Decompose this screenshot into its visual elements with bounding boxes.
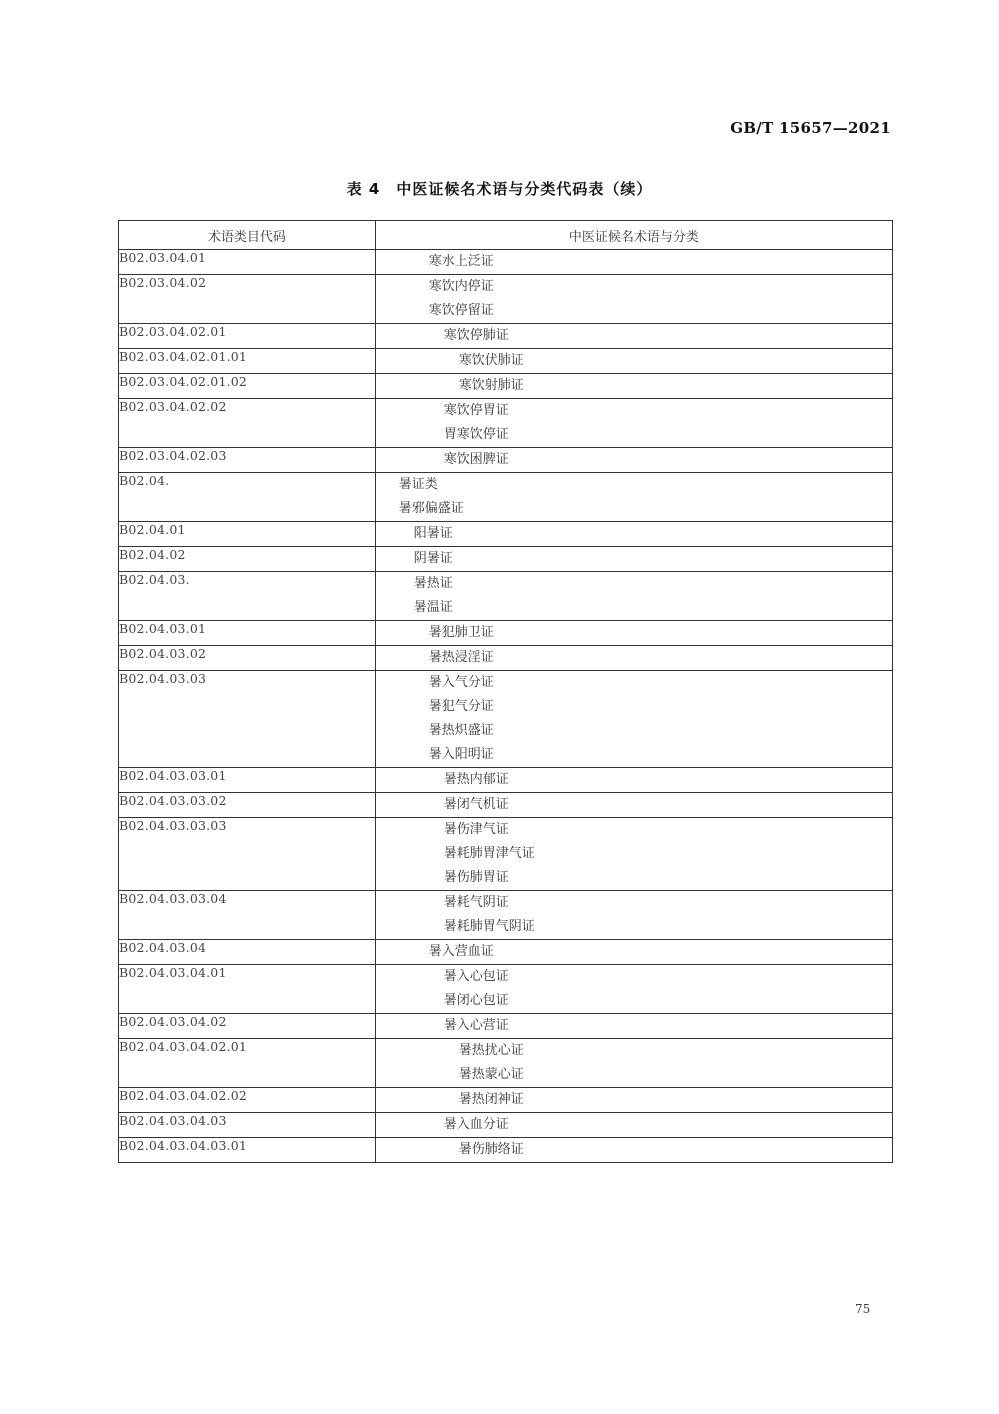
syndrome-terms-cell xyxy=(375,547,892,572)
table-row xyxy=(119,818,893,891)
syndrome-terms-cell xyxy=(375,965,892,1014)
syndrome-term: 暑热证 xyxy=(413,576,453,591)
term-category-code: B02.04.03.03.04 xyxy=(119,891,376,940)
syndrome-terms-cell xyxy=(375,1039,892,1088)
term-category-code: B02.04.03.02 xyxy=(119,646,376,671)
syndrome-terms-cell xyxy=(375,1088,892,1113)
term-category-code: B02.03.04.02.03 xyxy=(119,448,376,473)
table-row xyxy=(119,349,893,374)
syndrome-term: 阴暑证 xyxy=(413,551,453,566)
term-category-code: B02.04.03.04.03.01 xyxy=(119,1138,376,1163)
syndrome-terms-cell xyxy=(375,1113,892,1138)
term-category-code: B02.04.03.03.01 xyxy=(119,768,376,793)
syndrome-term: 暑伤肺络证 xyxy=(458,1142,524,1157)
syndrome-term: 暑热内郁证 xyxy=(443,772,509,787)
syndrome-term: 暑热蒙心证 xyxy=(458,1067,524,1082)
table-row xyxy=(119,1014,893,1039)
syndrome-term: 暑入气分证 xyxy=(428,675,494,690)
table-row xyxy=(119,374,893,399)
term-category-code: B02.04.01 xyxy=(119,522,376,547)
syndrome-terms-cell xyxy=(375,473,892,522)
term-category-code: B02.04. xyxy=(119,473,376,522)
syndrome-term: 寒饮困脾证 xyxy=(443,452,509,467)
syndrome-term: 暑热浸淫证 xyxy=(428,650,494,665)
table-row xyxy=(119,547,893,572)
table-row xyxy=(119,621,893,646)
syndrome-terms-cell xyxy=(375,818,892,891)
table-row xyxy=(119,965,893,1014)
syndrome-term: 暑证类 xyxy=(398,477,438,492)
syndrome-terms-cell xyxy=(375,275,892,324)
syndrome-terms-cell xyxy=(375,646,892,671)
terminology-table xyxy=(118,220,893,1163)
syndrome-term: 暑犯肺卫证 xyxy=(428,625,494,640)
table-row xyxy=(119,275,893,324)
term-category-code: B02.03.04.02 xyxy=(119,275,376,324)
term-category-code: B02.03.04.02.01.01 xyxy=(119,349,376,374)
syndrome-terms-cell xyxy=(375,349,892,374)
term-category-code: B02.04.03.03 xyxy=(119,671,376,768)
syndrome-term: 寒饮伏肺证 xyxy=(458,353,524,368)
syndrome-term: 暑入心营证 xyxy=(443,1018,509,1033)
syndrome-terms-cell xyxy=(375,572,892,621)
term-category-code: B02.04.03.04.02 xyxy=(119,1014,376,1039)
syndrome-term: 寒饮射肺证 xyxy=(458,378,524,393)
syndrome-terms-cell xyxy=(375,1014,892,1039)
table-row xyxy=(119,572,893,621)
table-row xyxy=(119,250,893,275)
table-row xyxy=(119,768,893,793)
syndrome-terms-cell xyxy=(375,891,892,940)
term-category-code: B02.03.04.02.02 xyxy=(119,399,376,448)
term-category-code: B02.04.03. xyxy=(119,572,376,621)
table-row xyxy=(119,399,893,448)
syndrome-term: 暑入营血证 xyxy=(428,944,494,959)
table-body xyxy=(119,250,893,1163)
syndrome-term: 寒饮停胃证 xyxy=(443,403,509,418)
syndrome-term: 寒水上泛证 xyxy=(428,254,494,269)
syndrome-term: 暑闭气机证 xyxy=(443,797,509,812)
syndrome-term: 暑伤肺胃证 xyxy=(443,870,509,885)
table-caption: 表 4 中医证候名术语与分类代码表（续） xyxy=(346,180,653,198)
syndrome-term: 暑入心包证 xyxy=(443,969,509,984)
term-category-code: B02.04.03.04.02.01 xyxy=(119,1039,376,1088)
table-row xyxy=(119,473,893,522)
syndrome-term: 暑热闭神证 xyxy=(458,1092,524,1107)
table-row xyxy=(119,448,893,473)
syndrome-terms-cell xyxy=(375,671,892,768)
table-header-row xyxy=(119,221,893,250)
page-number: 75 xyxy=(855,1302,871,1316)
syndrome-term: 暑闭心包证 xyxy=(443,993,509,1008)
table-row xyxy=(119,671,893,768)
column-header-code: 术语类目代码 xyxy=(119,221,376,250)
term-category-code: B02.04.03.03.02 xyxy=(119,793,376,818)
term-category-code: B02.03.04.02.01 xyxy=(119,324,376,349)
syndrome-term: 暑犯气分证 xyxy=(428,699,494,714)
syndrome-term: 暑邪偏盛证 xyxy=(398,501,464,516)
syndrome-terms-cell xyxy=(375,324,892,349)
column-header-terms: 中医证候名术语与分类 xyxy=(375,221,892,250)
table-row xyxy=(119,522,893,547)
table-row xyxy=(119,324,893,349)
syndrome-terms-cell xyxy=(375,250,892,275)
syndrome-terms-cell xyxy=(375,522,892,547)
term-category-code: B02.03.04.02.01.02 xyxy=(119,374,376,399)
syndrome-term: 寒饮停留证 xyxy=(428,303,494,318)
term-category-code: B02.04.03.04.03 xyxy=(119,1113,376,1138)
syndrome-terms-cell xyxy=(375,768,892,793)
table-row xyxy=(119,1113,893,1138)
syndrome-terms-cell xyxy=(375,793,892,818)
table-row xyxy=(119,940,893,965)
syndrome-term: 暑耗气阴证 xyxy=(443,895,509,910)
table-row xyxy=(119,1088,893,1113)
term-category-code: B02.04.03.04.01 xyxy=(119,965,376,1014)
term-category-code: B02.03.04.01 xyxy=(119,250,376,275)
syndrome-term: 胃寒饮停证 xyxy=(443,427,509,442)
syndrome-term: 暑耗肺胃津气证 xyxy=(443,846,535,861)
table-row xyxy=(119,793,893,818)
table-row xyxy=(119,646,893,671)
syndrome-terms-cell xyxy=(375,621,892,646)
syndrome-term: 寒饮停肺证 xyxy=(443,328,509,343)
syndrome-term: 暑热扰心证 xyxy=(458,1043,524,1058)
term-category-code: B02.04.03.04 xyxy=(119,940,376,965)
term-category-code: B02.04.03.03.03 xyxy=(119,818,376,891)
syndrome-term: 阳暑证 xyxy=(413,526,453,541)
syndrome-term: 暑热炽盛证 xyxy=(428,723,494,738)
term-category-code: B02.04.03.01 xyxy=(119,621,376,646)
syndrome-terms-cell xyxy=(375,374,892,399)
syndrome-term: 暑耗肺胃气阴证 xyxy=(443,919,535,934)
syndrome-term: 寒饮内停证 xyxy=(428,279,494,294)
syndrome-terms-cell xyxy=(375,940,892,965)
syndrome-term: 暑温证 xyxy=(413,600,453,615)
syndrome-term: 暑入阳明证 xyxy=(428,747,494,762)
term-category-code: B02.04.02 xyxy=(119,547,376,572)
syndrome-term: 暑入血分证 xyxy=(443,1117,509,1132)
syndrome-term: 暑伤津气证 xyxy=(443,822,509,837)
syndrome-terms-cell xyxy=(375,448,892,473)
table-row xyxy=(119,1138,893,1163)
term-category-code: B02.04.03.04.02.02 xyxy=(119,1088,376,1113)
syndrome-terms-cell xyxy=(375,399,892,448)
standard-code: GB/T 15657—2021 xyxy=(730,119,891,137)
syndrome-terms-cell xyxy=(375,1138,892,1163)
table-row xyxy=(119,1039,893,1088)
table-row xyxy=(119,891,893,940)
